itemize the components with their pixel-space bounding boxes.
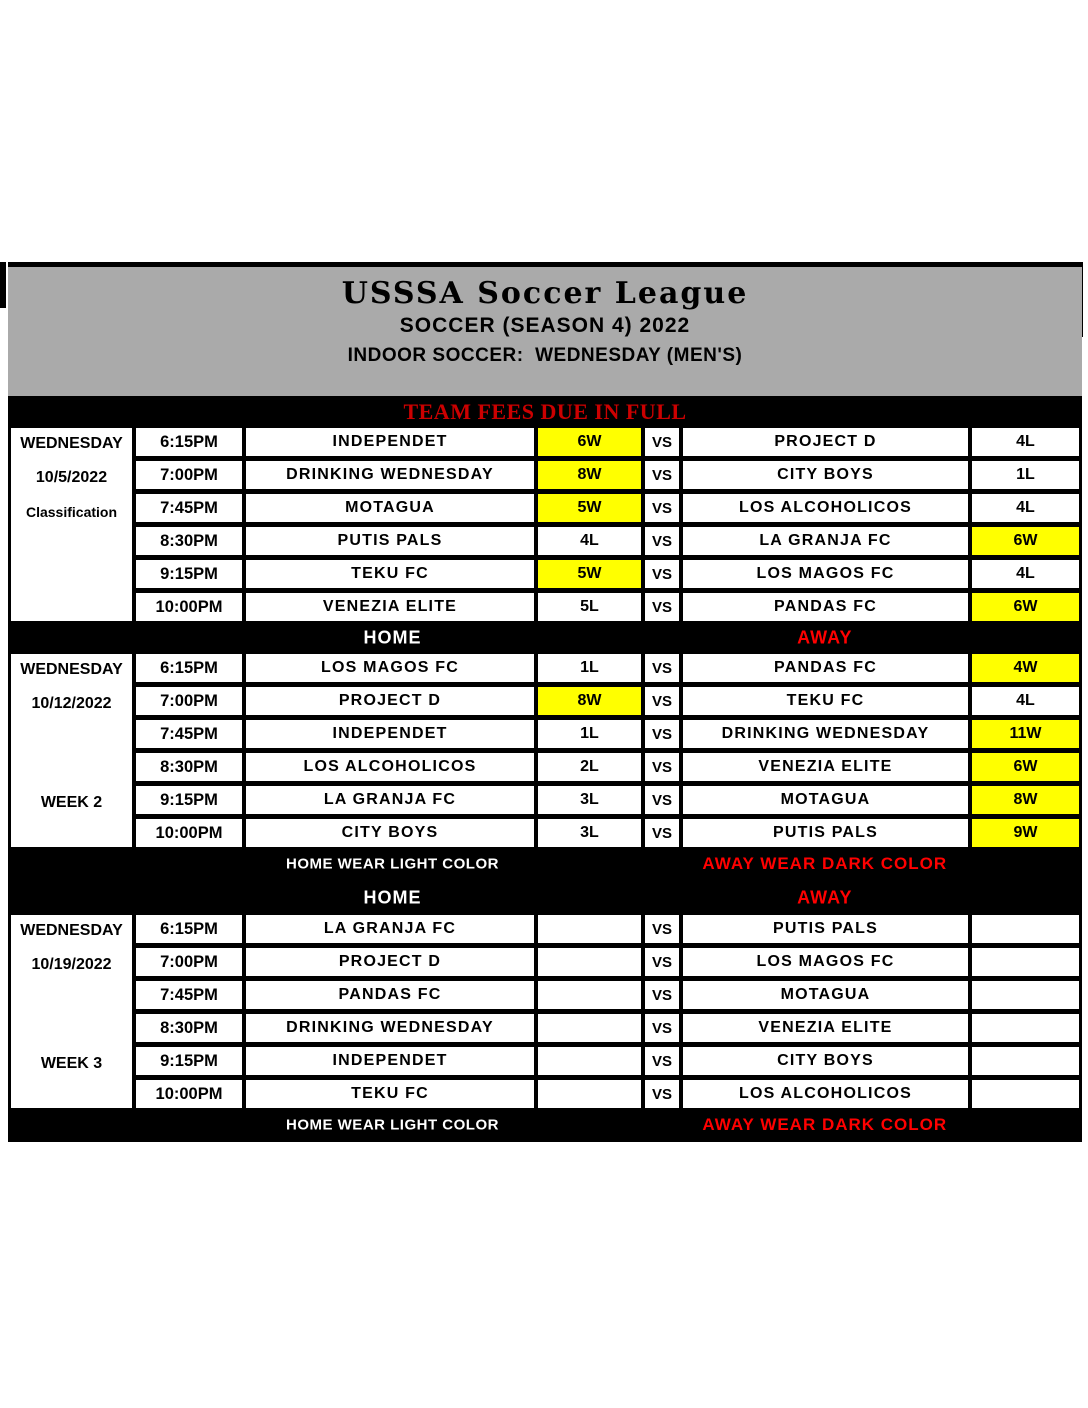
day-label: WEDNESDAY [20,922,123,939]
fees-notice-text: TEAM FEES DUE IN FULL [403,399,687,424]
home-score [538,1047,641,1075]
vs-label: VS [645,819,679,847]
home-score [538,1080,641,1108]
away-score: 4L [972,560,1079,588]
away-team: CITY BOYS [683,461,968,489]
game-time: 7:00PM [136,687,242,715]
date-label: 10/19/2022 [31,956,112,973]
away-team: CITY BOYS [683,1047,968,1075]
home-score: 1L [538,654,641,682]
vs-label: VS [645,593,679,621]
home-team: LA GRANJA FC [246,786,534,814]
away-score: 11W [972,720,1079,748]
vs-label: VS [645,494,679,522]
home-score: 4L [538,527,641,555]
home-team: LA GRANJA FC [246,915,534,943]
home-team: LOS ALCOHOLICOS [246,753,534,781]
away-score: 4L [972,687,1079,715]
game-time: 7:00PM [136,461,242,489]
home-score: 6W [538,428,641,456]
home-score: 8W [538,461,641,489]
away-score: 1L [972,461,1079,489]
season-subtitle: SOCCER (SEASON 4) 2022 [399,314,691,337]
home-team: PROJECT D [246,687,534,715]
home-score: 3L [538,819,641,847]
week-label: Classification [25,504,118,520]
away-score: 8W [972,786,1079,814]
home-away-band [8,621,1082,654]
vs-label: VS [645,687,679,715]
away-wear-note: AWAY WEAR DARK COLOR [702,854,948,873]
game-time: 7:45PM [136,494,242,522]
home-score: 5W [538,494,641,522]
game-time: 9:15PM [136,1047,242,1075]
game-time: 10:00PM [136,1080,242,1108]
game-time: 8:30PM [136,527,242,555]
league-header [8,262,1082,396]
date-label: 10/12/2022 [31,695,112,712]
vs-label: VS [645,461,679,489]
away-team: LOS MAGOS FC [683,948,968,976]
game-time: 6:15PM [136,654,242,682]
away-score: 4L [972,428,1079,456]
home-score: 2L [538,753,641,781]
vs-label: VS [645,1014,679,1042]
home-wear-note: HOME WEAR LIGHT COLOR [285,855,499,873]
game-time: 8:30PM [136,753,242,781]
game-time: 9:15PM [136,560,242,588]
week-label: WEEK 3 [40,1055,103,1072]
game-time: 10:00PM [136,593,242,621]
away-team: MOTAGUA [683,786,968,814]
home-team: LOS MAGOS FC [246,654,534,682]
home-score [538,1014,641,1042]
away-team: PUTIS PALS [683,915,968,943]
vs-label: VS [645,654,679,682]
home-team: PANDAS FC [246,981,534,1009]
vs-label: VS [645,786,679,814]
vs-label: VS [645,948,679,976]
league-title: USSSA Soccer League [341,276,749,311]
away-team: MOTAGUA [683,981,968,1009]
fees-notice-band [8,396,1082,428]
vs-label: VS [645,527,679,555]
away-score [972,948,1079,976]
game-time: 7:45PM [136,720,242,748]
away-team: LA GRANJA FC [683,527,968,555]
vs-label: VS [645,915,679,943]
home-heading: HOME [363,627,422,647]
away-team: PUTIS PALS [683,819,968,847]
home-team: CITY BOYS [246,819,534,847]
game-time: 8:30PM [136,1014,242,1042]
home-team: DRINKING WEDNESDAY [246,1014,534,1042]
home-team: PROJECT D [246,948,534,976]
home-score: 1L [538,720,641,748]
game-time: 10:00PM [136,819,242,847]
away-score: 6W [972,527,1079,555]
game-time: 6:15PM [136,428,242,456]
home-team: DRINKING WEDNESDAY [246,461,534,489]
away-team: LOS MAGOS FC [683,560,968,588]
vs-label: VS [645,720,679,748]
game-time: 6:15PM [136,915,242,943]
game-time: 7:45PM [136,981,242,1009]
away-team: TEKU FC [683,687,968,715]
game-time: 7:00PM [136,948,242,976]
home-team: TEKU FC [246,560,534,588]
day-label: WEDNESDAY [20,661,123,678]
away-team: PANDAS FC [683,593,968,621]
wear-color-band-bottom [8,1108,1082,1142]
away-score [972,915,1079,943]
vs-label: VS [645,428,679,456]
schedule-block-week1 [8,428,1082,621]
home-team: PUTIS PALS [246,527,534,555]
game-time: 9:15PM [136,786,242,814]
away-team: LOS ALCOHOLICOS [683,1080,968,1108]
home-team: INDEPENDET [246,428,534,456]
home-score [538,915,641,943]
home-heading: HOME [363,887,422,908]
scan-border-left [0,262,6,308]
away-score: 4W [972,654,1079,682]
week-label: WEEK 2 [40,794,103,811]
schedule-block-week3 [8,915,1082,1108]
home-team: VENEZIA ELITE [246,593,534,621]
vs-label: VS [645,1080,679,1108]
away-team: VENEZIA ELITE [683,753,968,781]
away-heading: AWAY [797,627,853,647]
date-cell [11,915,132,1108]
away-score: 9W [972,819,1079,847]
vs-label: VS [645,981,679,1009]
away-team: VENEZIA ELITE [683,1014,968,1042]
away-score: 6W [972,753,1079,781]
schedule-block-week2 [8,654,1082,847]
home-score: 8W [538,687,641,715]
away-score: 4L [972,494,1079,522]
home-score: 5W [538,560,641,588]
away-score [972,1047,1079,1075]
away-score [972,981,1079,1009]
home-team: INDEPENDET [246,720,534,748]
vs-label: VS [645,1047,679,1075]
away-team: LOS ALCOHOLICOS [683,494,968,522]
division-subtitle: INDOOR SOCCER: WEDNESDAY (MEN'S) [347,345,743,366]
home-team: INDEPENDET [246,1047,534,1075]
date-cell [11,428,132,621]
vs-label: VS [645,753,679,781]
home-score [538,948,641,976]
away-score: 6W [972,593,1079,621]
away-team: PROJECT D [683,428,968,456]
home-score: 3L [538,786,641,814]
away-team: DRINKING WEDNESDAY [683,720,968,748]
away-score [972,1014,1079,1042]
home-team: MOTAGUA [246,494,534,522]
wear-color-band [8,847,1082,915]
away-team: PANDAS FC [683,654,968,682]
away-heading: AWAY [797,887,853,908]
home-team: TEKU FC [246,1080,534,1108]
home-score: 5L [538,593,641,621]
vs-label: VS [645,560,679,588]
away-wear-note: AWAY WEAR DARK COLOR [702,1114,948,1134]
away-score [972,1080,1079,1108]
date-label: 10/5/2022 [35,469,108,486]
home-wear-note: HOME WEAR LIGHT COLOR [285,1116,499,1133]
home-score [538,981,641,1009]
date-cell [11,654,132,847]
day-label: WEDNESDAY [20,435,123,452]
